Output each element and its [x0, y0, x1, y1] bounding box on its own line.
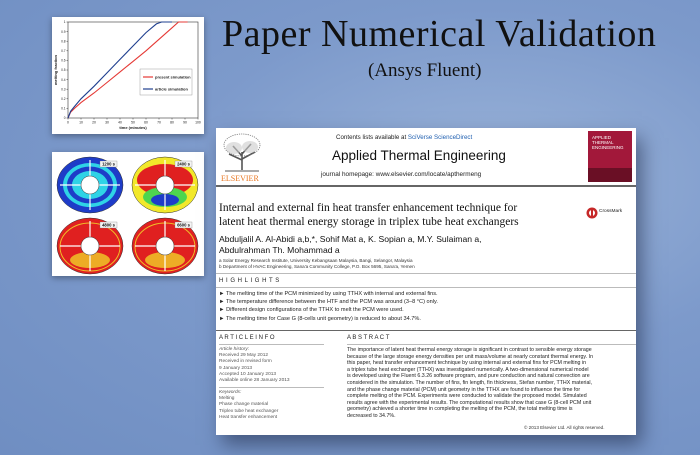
- paper-page: [216, 128, 636, 435]
- legend-label: present simulation: [155, 74, 191, 80]
- x-axis-label: time (minutes): [119, 125, 147, 130]
- time-label: 4800 s: [102, 222, 115, 228]
- abstract-line: is developed using the Fluent 6.3.26 software program, and pure conduction and natural convection are: [347, 373, 590, 380]
- keyword-item: Triplex tube heat exchanger: [219, 408, 279, 414]
- x-tick-label: 40: [118, 120, 122, 125]
- melting-fraction-chart: [52, 17, 204, 134]
- highlights-list: [219, 290, 438, 323]
- affiliation-2: b Department of HVAC Engineering, Sana'a Community College, P.O. Box 5695, Sana'a, Yemen: [219, 264, 415, 269]
- keyword-item: Heat transfer enhancement: [219, 414, 278, 420]
- contents-line: Contents lists available at SciVerse ScienceDirect: [336, 134, 473, 141]
- x-tick-label: 70: [157, 120, 161, 125]
- contour-plot-4: [132, 218, 198, 274]
- y-tick-label: 0.6: [61, 58, 66, 63]
- keyword-item: Phase change material: [219, 402, 269, 408]
- y-tick-label: 0.2: [61, 97, 66, 101]
- x-tick-label: 100: [195, 120, 201, 125]
- abstract-line: a triplex tube heat exchanger (TTHX) was investigated numerically. A two-dimensional numerical model: [347, 366, 589, 373]
- abstract-line: The importance of latent heat thermal energy storage is significant in contrast to sensible energy storage: [347, 347, 592, 353]
- abstract-line: and the phase change material (PCM) unit geometry in the TTHX are found to influence the time for: [347, 386, 581, 393]
- homepage-link[interactable]: www.elsevier.com/locate/apthermeng: [375, 171, 482, 178]
- paper-title-line1: Internal and external fin heat transfer enhancement technique for: [219, 202, 518, 214]
- abstract-line: complete melting of the PCM. Experiments were conducted to validate the proposed model. Simulated: [347, 393, 587, 400]
- inner-tube: [156, 176, 174, 194]
- affiliation-1: a Solar Energy Research Institute, University Kebangsaan Malaysia, Bangi, Selangor, Malaysia: [219, 258, 413, 263]
- keyword-item: Melting: [219, 396, 235, 402]
- y-axis-label: melting fraction: [53, 54, 58, 86]
- abstract-line: this paper, heat transfer enhancement technique by using internal and external fins for PCM melting in: [347, 360, 587, 367]
- sciverse-link[interactable]: SciVerse ScienceDirect: [407, 134, 473, 141]
- elsevier-wordmark: ELSEVIER: [221, 174, 259, 183]
- journal-name: Applied Thermal Engineering: [332, 148, 506, 163]
- article-info-heading: A R T I C L E I N F O: [219, 335, 275, 341]
- history-line: Available online 28 January 2013: [219, 378, 290, 384]
- y-tick-label: 0.8: [61, 39, 66, 44]
- y-tick-label: 1: [63, 20, 66, 25]
- x-tick-label: 50: [131, 120, 135, 125]
- contour-plots-panel: [52, 152, 204, 276]
- time-label: 1200 s: [102, 161, 115, 167]
- x-tick-label: 60: [144, 120, 148, 125]
- abstract-line: geometry) achieved a shorter time in completing the melting of the PCM, the total melting time is: [347, 406, 573, 413]
- y-tick-label: 0: [63, 116, 66, 121]
- journal-cover-title: APPLIED THERMAL ENGINEERING: [592, 135, 624, 151]
- keywords-list: [219, 390, 278, 421]
- highlight-item: ► The temperature difference between the HTF and the PCM was around (3–8 °C) only.: [219, 299, 438, 306]
- y-tick-label: 0.1: [61, 106, 66, 111]
- y-tick-label: 0.5: [61, 68, 66, 73]
- highlight-item: ► The melting time of the PCM minimized by using TTHX with internal and external fins.: [219, 291, 438, 297]
- page-subtitle: (Ansys Fluent): [368, 60, 482, 81]
- paper-title-line2: latent heat thermal energy storage in triplex tube heat exchangers: [219, 216, 519, 228]
- history-line: Received in revised form: [219, 359, 272, 365]
- melting-fraction-chart-panel: [52, 17, 204, 134]
- contour-plots: [52, 152, 204, 276]
- inner-tube: [81, 237, 99, 255]
- abstract-heading: A B S T R A C T: [347, 335, 390, 341]
- x-tick-label: 20: [92, 120, 96, 125]
- keyword-item: Keywords:: [219, 390, 242, 395]
- history-line: Article history:: [219, 347, 250, 352]
- x-tick-label: 10: [79, 120, 83, 125]
- highlights-heading: H I G H L I G H T S: [219, 278, 280, 284]
- history-line: 9 January 2013: [219, 365, 253, 371]
- article-history: [219, 347, 290, 384]
- inner-tube: [81, 176, 99, 194]
- abstract-line: results agree with the experimental results. The computational results show that case G (8-cell PCM unit: [347, 399, 592, 406]
- history-line: Received 29 May 2012: [219, 353, 269, 359]
- abstract-line: considered in the simulation. The number of fins, fin length, fin thickness, Stefan number, TTHX material,: [347, 379, 593, 386]
- contour-plot-3: [57, 218, 123, 274]
- inner-tube: [156, 237, 174, 255]
- highlight-item: ► The melting time for Case G (8-cells unit geometry) is reduced to about 34.7%.: [219, 315, 421, 322]
- authors-line2: Abdulrahman Th. Mohammad a: [219, 245, 340, 255]
- elsevier-tree-icon: [219, 132, 265, 174]
- crossmark-badge[interactable]: [586, 206, 622, 220]
- crossmark-label: CrossMark: [599, 209, 623, 214]
- y-tick-label: 0.4: [61, 77, 66, 82]
- y-tick-label: 0.7: [61, 49, 66, 53]
- contour-plot-1: [57, 157, 123, 213]
- highlight-item: ► Different design configurations of the TTHX to melt the PCM were used.: [219, 307, 404, 314]
- page-title: Paper Numerical Validation: [222, 13, 657, 55]
- journal-homepage: journal homepage: www.elsevier.com/locate/apthermeng: [321, 171, 482, 178]
- authors-line1: Abduljalil A. Al-Abidi a,b,*, Sohif Mat a, K. Sopian a, M.Y. Sulaiman a,: [219, 234, 482, 244]
- x-tick-label: 80: [170, 120, 174, 125]
- history-line: Accepted 10 January 2013: [219, 371, 277, 377]
- x-tick-label: 90: [183, 120, 187, 125]
- y-tick-label: 0.9: [61, 29, 66, 34]
- abstract-line: decreased to 34.7%.: [347, 412, 396, 419]
- y-tick-label: 0.3: [61, 87, 66, 92]
- copyright: © 2013 Elsevier Ltd. All rights reserved.: [524, 425, 605, 430]
- journal-cover: [588, 131, 632, 182]
- x-tick-label: 0: [67, 120, 69, 125]
- abstract-text: [347, 347, 636, 420]
- contour-plot-2: [132, 157, 198, 213]
- elsevier-logo: [219, 132, 265, 182]
- abstract-line: because of the large storage energy densities per unit mass/volume at nearly constant thermal energy. In: [347, 353, 594, 360]
- legend-label: article simulation: [155, 86, 188, 92]
- time-label: 6600 s: [177, 222, 190, 228]
- time-label: 2400 s: [177, 161, 190, 167]
- x-tick-label: 30: [105, 120, 109, 125]
- crossmark-icon: [586, 207, 598, 219]
